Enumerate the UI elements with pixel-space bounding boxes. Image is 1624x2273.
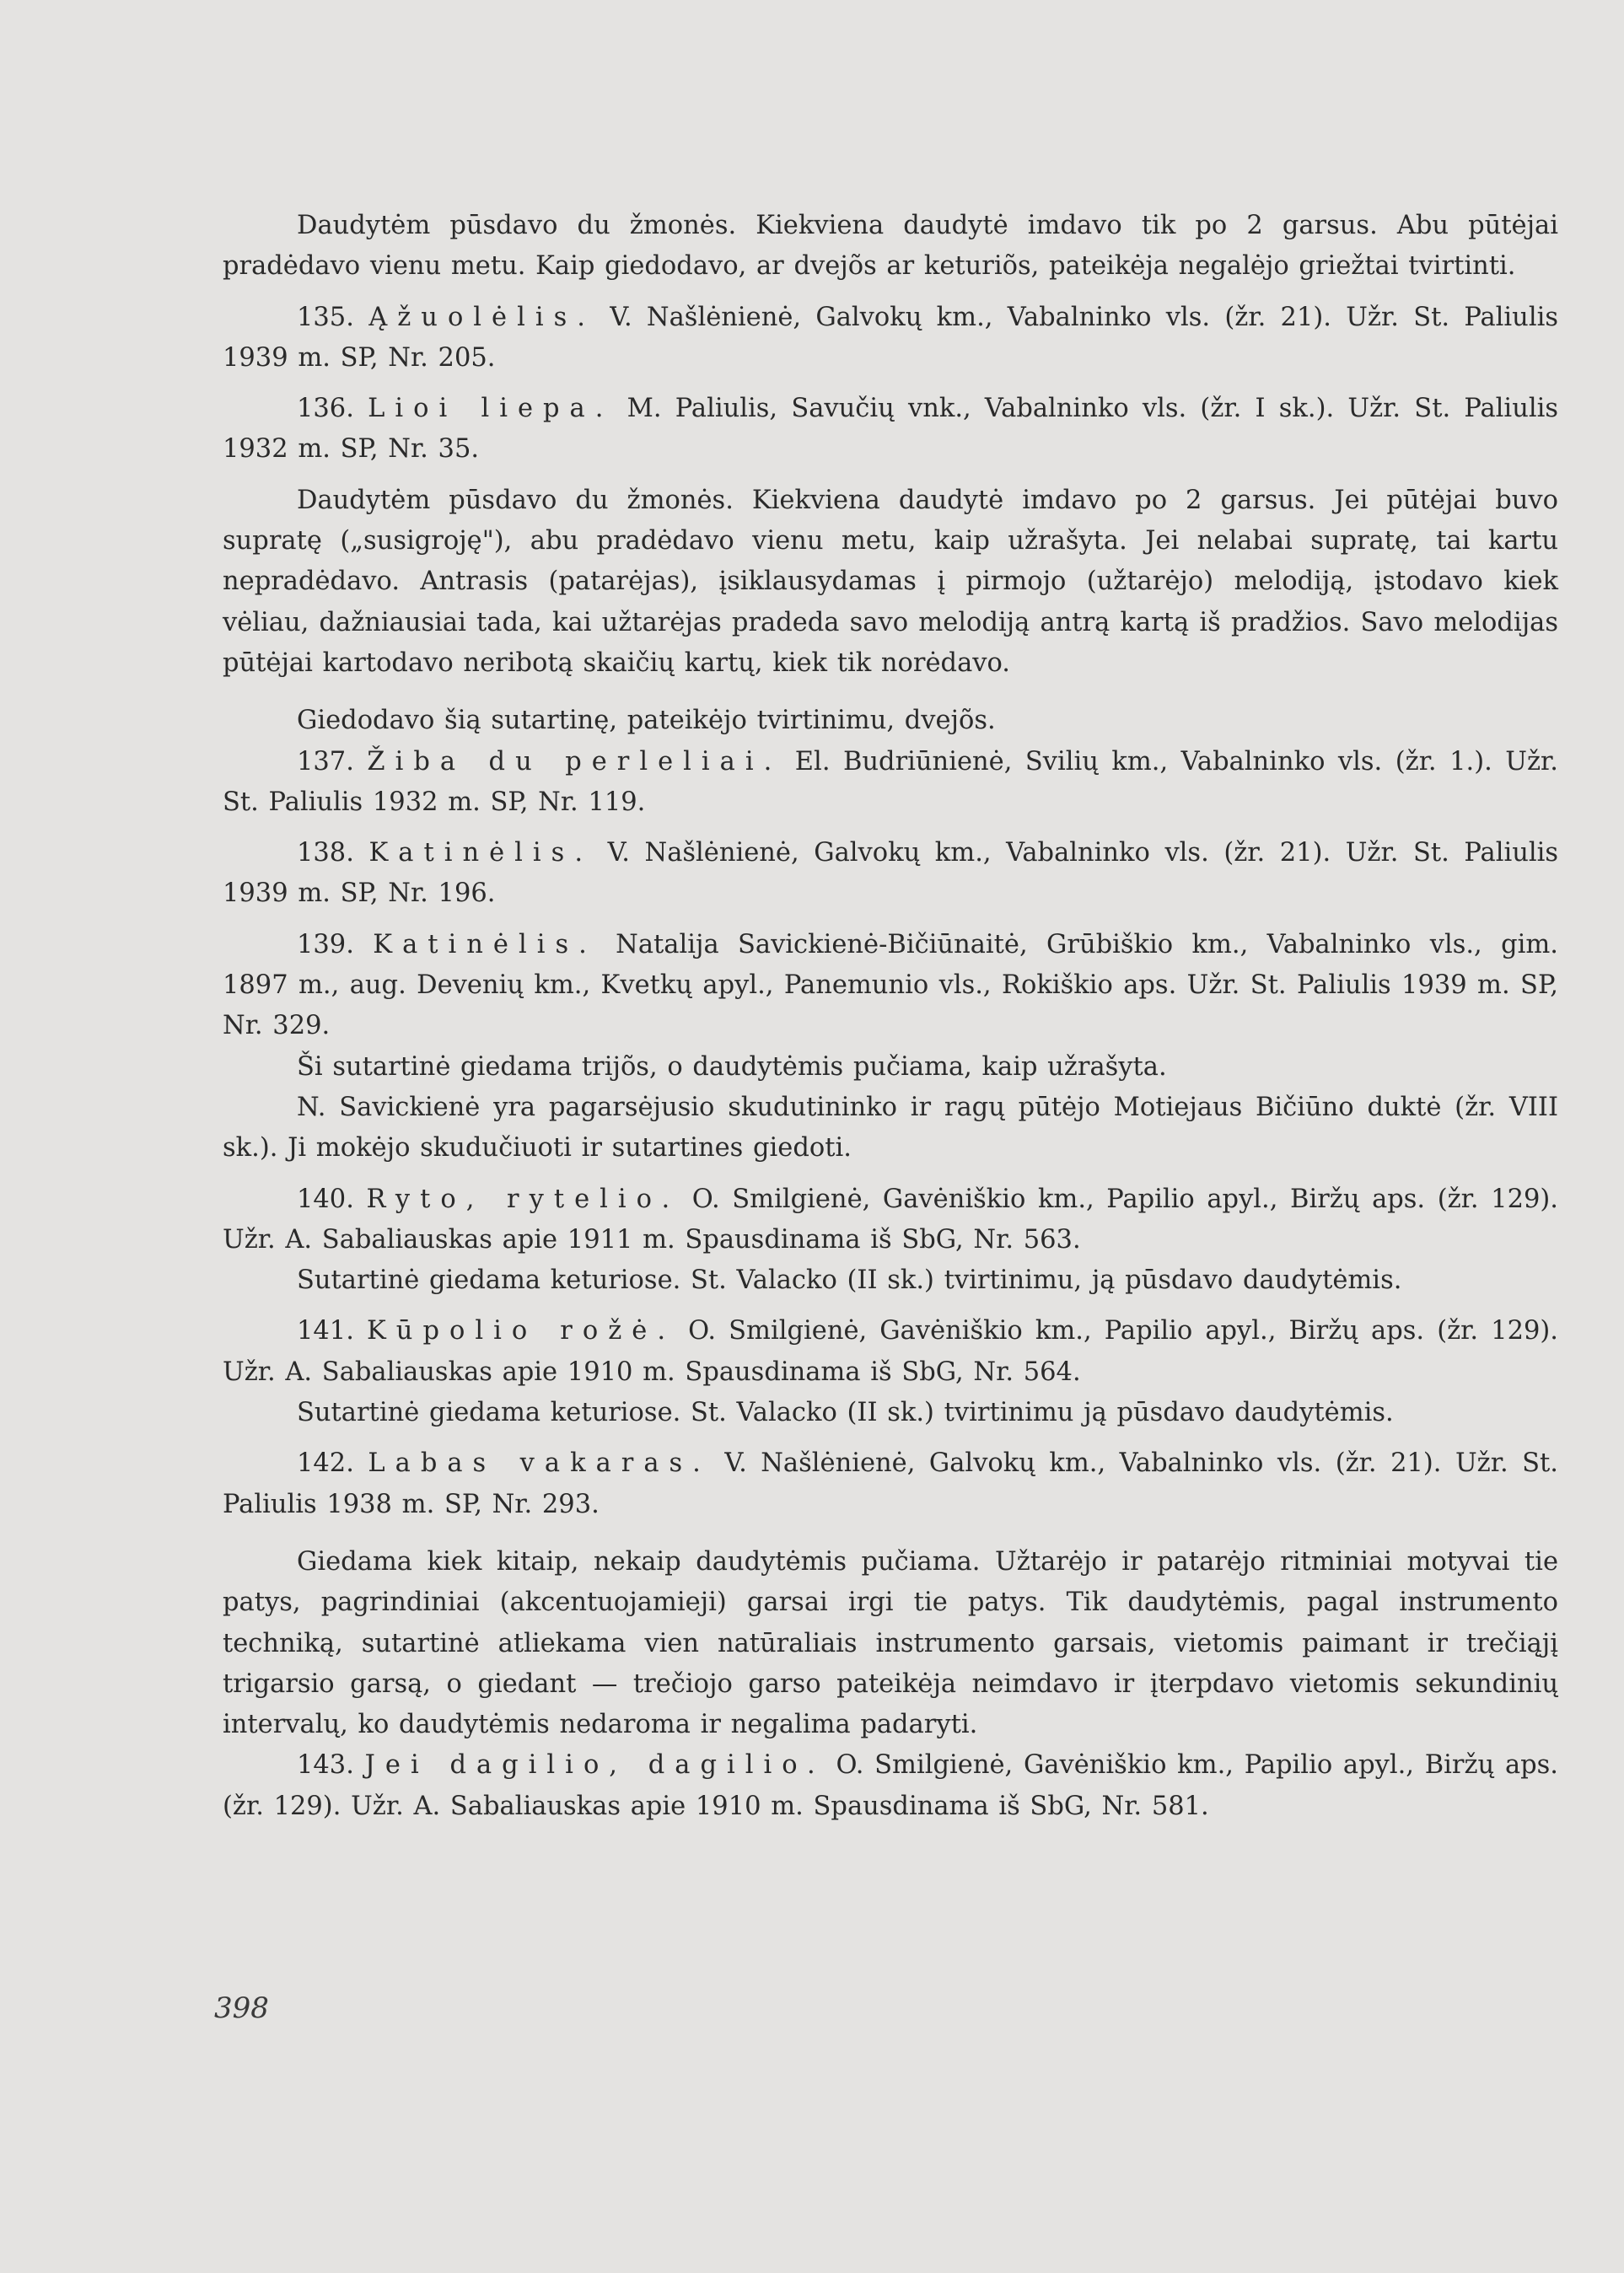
paragraph: Daudytėm pūsdavo du žmonės. Kiekviena daudytė imdavo tik po 2 garsus. Abu pūtėjai pradėdavo vienu metu. Kaip giedodavo, ar dvejõs ar keturiõs, pateikėja negalėjo griežtai tvirtinti. [223,211,1558,282]
paragraph: N. Savickienė yra pagarsėjusio skudutininko ir ragų pūtėjo Motiejaus Bičiūno duktė (žr. VIII sk.). Ji mokėjo skudučiuoti ir sutartines giedoti. [223,1092,1558,1163]
entry-number: 137. [297,746,354,776]
entry-details: M. Paliulis, Savučių vnk., Vabalninko vls. (žr. I sk.). Užr. St. Paliulis 1932 m. SP, Nr. 35. [223,394,1558,465]
entry-140 [223,1179,1558,1261]
entry-details: O. Smilgienė, Gavėniškio km., Papilio apyl., Biržų aps. (žr. 129). Užr. A. Sabaliauskas apie 1910 m. Spausdinama iš SbG, Nr. 581. [223,1750,1558,1821]
page-body-text [223,206,1558,1827]
entry-number: 143. [297,1750,354,1781]
entry-details: El. Budriūnienė, Svilių km., Vabalninko vls. (žr. 1.). Užr. St. Paliulis 1932 m. SP, Nr. 119. [223,746,1558,817]
entry-details: V. Našlėnienė, Galvokų km., Vabalninko vls. (žr. 21). Užr. St. Paliulis 1938 m. SP, Nr. 293. [223,1448,1558,1519]
entry-143 [223,1745,1558,1827]
entry-title: Katinėlis. [368,838,594,868]
entry-137 [223,742,1558,824]
entry-142 [223,1443,1558,1525]
entry-number: 136. [297,394,354,424]
entry-number: 142. [297,1448,354,1479]
entry-138 [223,833,1558,915]
paragraph: Sutartinė giedama keturiose. St. Valacko (II sk.) tvirtinimu, ją pūsdavo daudytėmis. [297,1265,1402,1296]
entry-135 [223,298,1558,379]
entry-136 [223,389,1558,470]
entry-number: 139. [297,929,354,959]
entry-title: Jei dagilio, dagilio. [364,1750,825,1781]
entry-number: 140. [297,1184,354,1214]
entry-title: Ryto, rytelio. [366,1184,680,1214]
page-number: 398 [214,1991,269,2025]
entry-title: Ąžuolėlis. [368,302,595,332]
entry-title: Katinėlis. [373,929,597,959]
entry-number: 141. [297,1316,354,1346]
entry-title: Kūpolio rožė. [367,1316,676,1346]
entry-details: Natalija Savickienė-Bičiūnaitė, Grūbiškio km., Vabalninko vls., gim. 1897 m., aug. Devenių km., Kvetkų apyl., Panemunio vls., Rokiškio aps. Užr. St. Paliulis 1939 m. SP, Nr. 329. [223,929,1558,1041]
entry-details: O. Smilgienė, Gavėniškio km., Papilio apyl., Biržų aps. (žr. 129). Užr. A. Sabaliauskas apie 1910 m. Spausdinama iš SbG, Nr. 564. [223,1316,1558,1387]
entry-title: Labas vakaras. [368,1448,711,1479]
paragraph: Ši sutartinė giedama trijõs, o daudytėmis pučiama, kaip užrašyta. [297,1051,1167,1082]
paragraph: Daudytėm pūsdavo du žmonės. Kiekviena daudytė imdavo po 2 garsus. Jei pūtėjai buvo supratę („susigroję"), abu pradėdavo vienu metu, kaip užrašyta. Jei nelabai supratę, tai kartu nepradėdavo. Antrasis (patarėjas), įsiklausydamas į pirmojo (užtarėjo) melodiją, įstodavo kiek vėliau, dažniausiai tada, kai užtarėjas pradeda savo melodiją antrą kartą iš pradžios. Savo melodijas pūtėjai kartodavo neribotą skaičių kartų, kiek tik norėdavo. [223,485,1558,678]
entry-141 [223,1311,1558,1393]
paragraph: Giedodavo šią sutartinę, pateikėjo tvirtinimu, dvejõs. [297,706,996,736]
paragraph: Giedama kiek kitaip, nekaip daudytėmis pučiama. Užtarėjo ir patarėjo ritminiai motyvai tie patys, pagrindiniai (akcentuojamieji) garsai irgi tie patys. Tik daudytėmis, pagal instrumento techniką, sutartinė atliekama vien natūraliais instrumento garsais, vietomis paimant ir trečiąjį trigarsio garsą, o giedant — trečiojo garso pateikėja neimdavo ir įterpdavo vietomis sekundinių intervalų, ko daudytėmis nedaroma ir negalima padaryti. [223,1546,1558,1740]
entry-details: V. Našlėnienė, Galvokų km., Vabalninko vls. (žr. 21). Užr. St. Paliulis 1939 m. SP, Nr. 196. [223,838,1559,909]
entry-title: Žiba du perleliai. [367,746,782,776]
paragraph: Sutartinė giedama keturiose. St. Valacko (II sk.) tvirtinimu ją pūsdavo daudytėmis. [297,1398,1394,1428]
entry-139 [223,925,1558,1047]
entry-details: O. Smilgienė, Gavėniškio km., Papilio apyl., Biržų aps. (žr. 129). Užr. A. Sabaliauskas apie 1911 m. Spausdinama iš SbG, Nr. 563. [223,1184,1558,1255]
entry-number: 135. [297,302,354,332]
entry-details: V. Našlėnienė, Galvokų km., Vabalninko vls. (žr. 21). Užr. St. Paliulis 1939 m. SP, Nr. 205. [223,302,1558,373]
entry-number: 138. [297,838,354,868]
entry-title: Lioi liepa. [368,394,614,424]
